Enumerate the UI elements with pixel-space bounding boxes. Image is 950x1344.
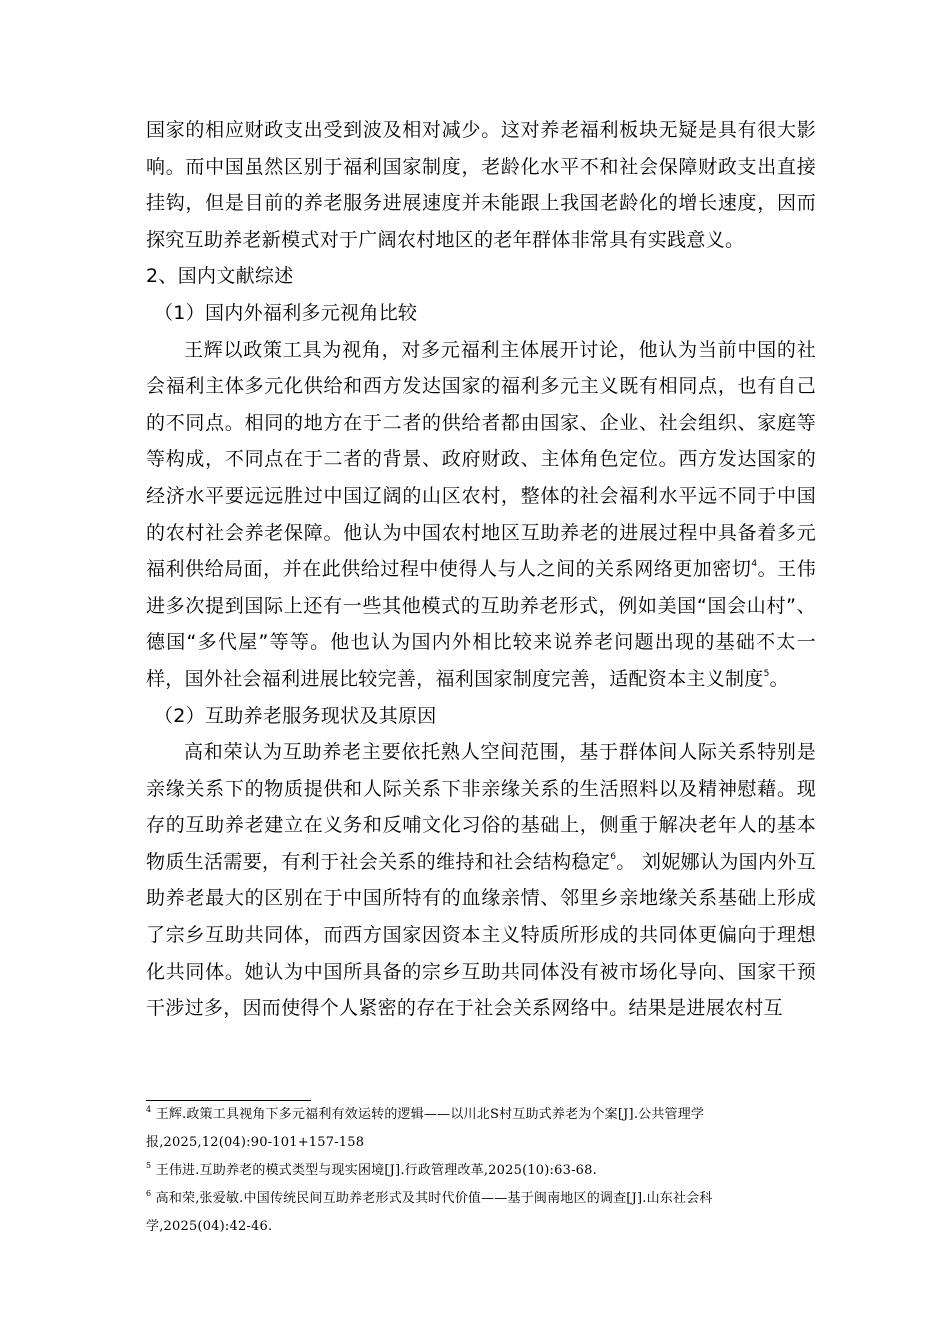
footnote-text: 王辉.政策工具视角下多元福利有效运转的逻辑——以川北S村互助式养老为个案[J].公共管理学报,2025,12(04):90-101+157-158 — [146, 1107, 705, 1150]
paragraph-1: 国家的相应财政支出受到波及相对减少。这对养老福利板块无疑是具有很大影响。而中国虽然区别于福利国家制度，老龄化水平不和社会保障财政支出直接挂钩，但是目前的养老服务进展速度并未能跟上我国老龄化的增长速度，因而探究互助养老新模式对于广阔农村地区的老年群体非常具有实践意义。 — [146, 119, 816, 251]
paragraph-2-text-a: 王辉以政策工具为视角，对多元福利主体展开讨论，他认为当前中国的社会福利主体多元化供给和西方发达国家的福利多元主义既有相同点，也有自己的不同点。相同的地方在于二者的供给者都由国家、企业、社会组织、家庭等等构成，不同点在于二者的背景、政府财政、主体角色定位。西方发达国家的经济水平要远远胜过中国辽阔的山区农村，整体的社会福利水平远不同于中国的农村社会养老保障。他认为中国农村地区互助养老的进展过程中具备着多元福利供给局面，并在此供给过程中使得人与人之间的关系网络更加密切 — [146, 338, 816, 581]
footnote-number: 4 — [146, 1105, 152, 1114]
paragraph-3 — [146, 734, 816, 1027]
footnote-ref-5[interactable]: 5 — [763, 668, 770, 679]
subsection-heading-1: （1）国内外福利多元视角比较 — [154, 301, 418, 324]
footnote-6 — [146, 1185, 806, 1241]
section-heading: 2、国内文献综述 — [146, 265, 294, 288]
footnote-4 — [146, 1101, 806, 1157]
footnote-ref-6[interactable]: 6 — [610, 851, 617, 862]
paragraph-3-text-b: 。 刘妮娜认为国内外互助养老最大的区别在于中国所特有的血缘亲情、邻里乡亲地缘关系基础上形成了宗乡互助共同体，而西方国家因资本主义特质所形成的共同体更偏向于理想化共同体。她认为中国所具备的宗乡互助共同体没有被市场化导向、国家干预干涉过多，因而使得个人紧密的存在于社会关系网络中。结果是进展农村互 — [146, 850, 817, 1020]
footnotes — [146, 1101, 806, 1241]
subsection-heading-2: （2）互助养老服务现状及其原因 — [154, 704, 437, 727]
paragraph-2-text-c: 。 — [769, 667, 789, 690]
footnote-5 — [146, 1157, 806, 1185]
footnote-number: 6 — [146, 1189, 152, 1198]
footnote-ref-4[interactable]: 4 — [751, 559, 758, 570]
paragraph-2-text-b: 。王伟进多次提到国际上还有一些其他模式的互助养老形式，例如美国“国会山村”、德国“多代屋”等等。他也认为国内外相比较来说养老问题出现的基础不太一样，国外社会福利进展比较完善，福利国家制度完善，适配资本主义制度 — [146, 558, 816, 690]
paragraph-3-text-a: 高和荣认为互助养老主要依托熟人空间范围，基于群体间人际关系特别是亲缘关系下的物质提供和人际关系下非亲缘关系的生活照料以及精神慰藉。现存的互助养老建立在义务和反哺文化习俗的基础上，侧重于解决老年人的基本物质生活需要，有利于社会关系的维持和社会结构稳定 — [146, 741, 816, 873]
footnote-number: 5 — [146, 1161, 152, 1170]
paragraph-2 — [146, 332, 816, 698]
footnote-text: 高和荣,张爱敏.中国传统民间互助养老形式及其时代价值——基于闽南地区的调查[J].山东社会科学,2025(04):42-46. — [146, 1191, 713, 1234]
footnote-text: 王伟进.互助养老的模式类型与现实困境[J].行政管理改革,2025(10):63-68. — [151, 1163, 597, 1178]
body-text — [146, 112, 816, 1027]
